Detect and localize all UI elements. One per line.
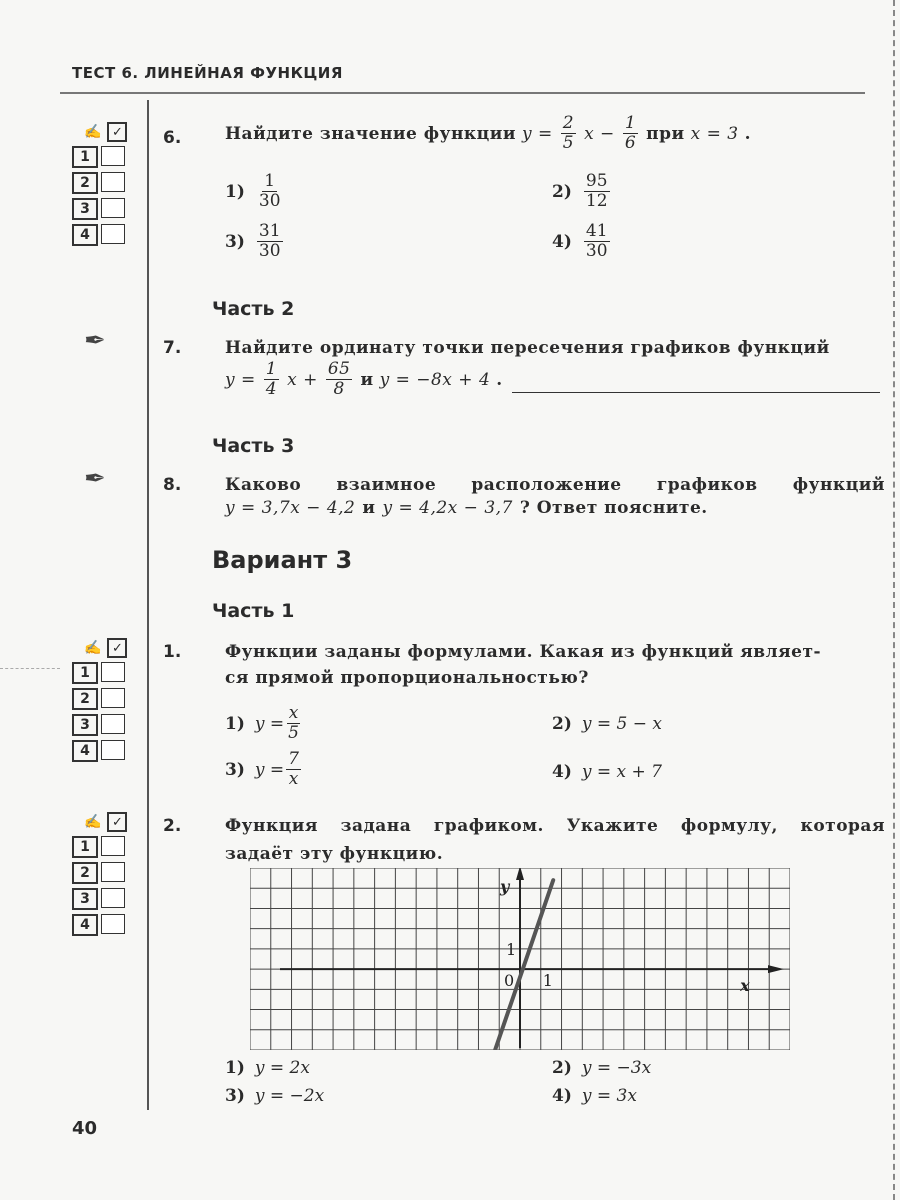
function-line [495,880,553,1050]
answer-box[interactable] [101,688,125,708]
question-number: 7. [163,338,182,358]
question-1-line-2: ся прямой пропорциональностью? [225,668,589,688]
question-7-text: Найдите ординату точки пересечения графиков функций [225,338,830,358]
question-text: Найдите значение функции [225,123,516,144]
pen-icon: ✒ [84,326,106,356]
answer-box[interactable] [101,740,125,760]
question-1-line-1: Функции заданы формулами. Какая из функций являет- [225,642,822,662]
question-8-text: Каково взаимное расположение графиков функций [225,475,885,495]
option-number: 2 [72,862,98,884]
pen-icon: ✍ [84,640,102,656]
answer-box[interactable] [101,662,125,682]
v3q1-option-2: 2) y = 5 − x [552,714,662,734]
answer-grid-v3q2 [72,812,142,936]
answer-box[interactable] [101,198,125,218]
answer-box[interactable] [101,862,125,882]
q6-option-2: 2) $\frac{95}{12}$ [552,171,608,211]
answer-box[interactable] [101,224,125,244]
margin-rule [147,100,149,1110]
fraction: $\frac{1}{6}$ [624,113,637,153]
question-2-line-1: Функция задана графиком. Укажите формулу, которая [225,816,885,836]
pen-icon: ✒ [84,464,106,494]
answer-box[interactable] [101,172,125,192]
option-number: 2 [72,172,98,194]
part-2-heading: Часть 2 [212,298,295,320]
origin-label: 0 [504,971,515,991]
y-axis-label: y [500,877,510,896]
question-number: 2. [163,816,182,836]
page-header: ТЕСТ 6. ЛИНЕЙНАЯ ФУНКЦИЯ [72,64,343,82]
function-graph [250,868,790,1050]
y-axis-arrow [516,868,524,880]
check-icon: ✓ [107,122,127,142]
option-number: 1 [72,662,98,684]
question-6-text: Найдите значение функции y = $\frac{2}{5}$ x − $\frac{1}{6}$ при x = 3 . [225,113,751,153]
cut-line [893,0,895,1200]
option-number: 1 [72,836,98,858]
q6-option-3: 3) $\frac{31}{30}$ [225,221,281,261]
answer-line[interactable] [512,392,880,393]
option-number: 4 [72,914,98,936]
part-1-heading: Часть 1 [212,600,295,622]
v3q1-option-3: 3) y = $\frac{7}{x}$ [225,749,299,789]
v3q2-option-2: 2) y = −3x [552,1058,652,1078]
fraction: $\frac{2}{5}$ [562,113,575,153]
x-tick-label: 1 [542,971,553,991]
option-number: 1 [72,146,98,168]
answer-box[interactable] [101,714,125,734]
option-number: 3 [72,714,98,736]
answer-grid-v3q1 [72,638,142,762]
pen-icon: ✍ [84,814,102,830]
option-number: 2 [72,688,98,710]
option-number: 3 [72,198,98,220]
variant-heading: Вариант 3 [212,546,353,574]
check-icon: ✓ [107,638,127,658]
answer-grid-q6 [72,122,142,246]
answer-box[interactable] [101,888,125,908]
pen-icon: ✍ [84,124,102,140]
v3q2-option-3: 3) y = −2x [225,1086,325,1106]
q6-option-1: 1) $\frac{1}{30}$ [225,171,281,211]
option-number: 4 [72,740,98,762]
q6-option-4: 4) $\frac{41}{30}$ [552,221,608,261]
margin-fragment [0,668,60,669]
x-axis-arrow [768,965,784,973]
answer-box[interactable] [101,914,125,934]
v3q1-option-4: 4) y = x + 7 [552,762,662,782]
answer-box[interactable] [101,836,125,856]
v3q1-option-1: 1) y = $\frac{x}{5}$ [225,703,299,743]
check-icon: ✓ [107,812,127,832]
header-divider [60,92,865,94]
question-number: 1. [163,642,182,662]
v3q2-option-1: 1) y = 2x [225,1058,310,1078]
question-2-line-2: задаёт эту функцию. [225,844,444,864]
option-number: 3 [72,888,98,910]
answer-box[interactable] [101,146,125,166]
question-7-formula: y = $\frac{1}{4}$ x + $\frac{65}{8}$ и y = −8x + 4 . [225,359,503,399]
question-8-formula: y = 3,7x − 4,2 и y = 4,2x − 3,7 ? Ответ поясните. [225,498,708,518]
part-3-heading: Часть 3 [212,435,295,457]
question-number: 6. [163,128,182,148]
question-number: 8. [163,475,182,495]
v3q2-option-4: 4) y = 3x [552,1086,637,1106]
y-tick-label: 1 [506,939,517,959]
page-number: 40 [72,1118,98,1139]
option-number: 4 [72,224,98,246]
x-axis-label: x [740,976,750,996]
